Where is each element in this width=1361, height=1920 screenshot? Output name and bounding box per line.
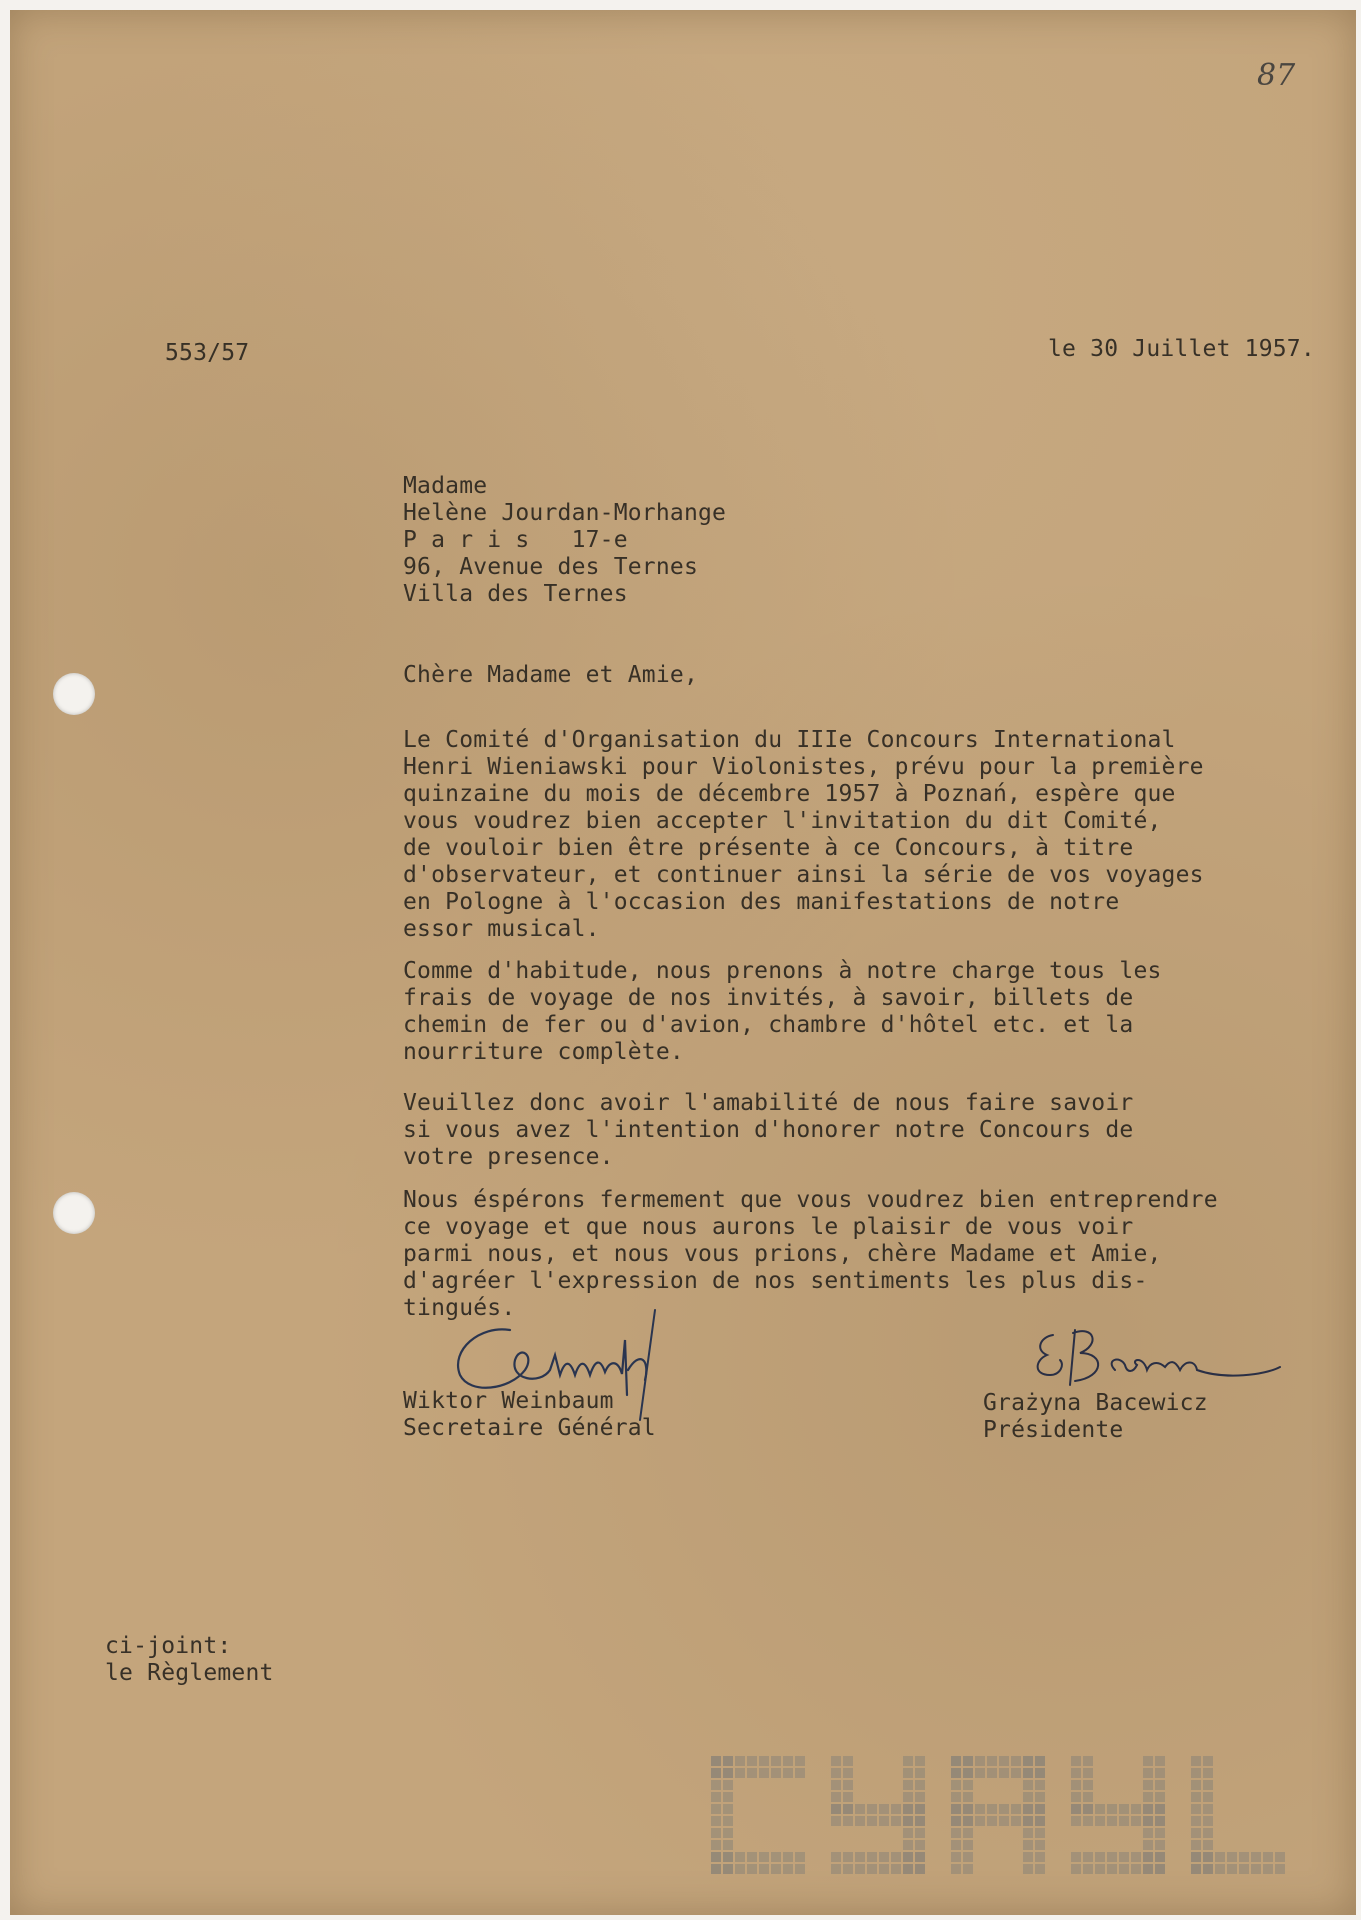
address-line: Madame [403,473,488,499]
right-signatory-title: Présidente [983,1417,1124,1443]
cyryl-watermark [710,1755,1330,1880]
body-line: tingués. [403,1295,516,1321]
address-line: Villa des Ternes [403,581,628,607]
body-line: vous voudrez bien accepter l'invitation du dit Comité, [403,808,1162,834]
left-signatory-name: Wiktor Weinbaum [403,1388,614,1414]
letter-sheet [10,10,1356,1915]
punch-hole-top [53,673,95,715]
salutation: Chère Madame et Amie, [403,662,698,688]
enclosure-label: ci-joint: [105,1633,232,1659]
body-line: quinzaine du mois de décembre 1957 à Poznań, espère que [403,781,1176,807]
body-line: d'observateur, et continuer ainsi la série de vos voyages [403,862,1204,888]
body-line: frais de voyage de nos invités, à savoir, billets de [403,985,1134,1011]
body-line: ce voyage et que nous aurons le plaisir de vous voir [403,1214,1134,1240]
enclosure-item: le Règlement [105,1660,274,1686]
body-line: nourriture complète. [403,1039,684,1065]
body-line: d'agréer l'expression de nos sentiments les plus dis- [403,1268,1148,1294]
body-line: Henri Wieniawski pour Violonistes, prévu pour la première [403,754,1204,780]
body-line: parmi nous, et nous vous prions, chère Madame et Amie, [403,1241,1162,1267]
page-number: 87 [1257,58,1296,93]
body-line: Nous éspérons fermement que vous voudrez bien entreprendre [403,1187,1218,1213]
left-signatory-title: Secretaire Général [403,1415,656,1441]
body-line: Comme d'habitude, nous prenons à notre charge tous les [403,958,1162,984]
address-line: Helène Jourdan-Morhange [403,500,727,526]
reference-number: 553/57 [165,340,250,366]
body-line: Le Comité d'Organisation du IIIe Concours International [403,727,1176,753]
body-line: chemin de fer ou d'avion, chambre d'hôtel etc. et la [403,1012,1134,1038]
body-line: en Pologne à l'occasion des manifestations de notre [403,889,1120,915]
right-signatory-name: Grażyna Bacewicz [983,1390,1208,1416]
letter-date: le 30 Juillet 1957. [1048,336,1315,362]
address-line: P a r i s 17-e [403,527,628,553]
body-line: si vous avez l'intention d'honorer notre Concours de [403,1117,1134,1143]
body-line: de vouloir bien être présente à ce Concours, à titre [403,835,1134,861]
punch-hole-bottom [53,1192,95,1234]
address-line: 96, Avenue des Ternes [403,554,698,580]
body-line: Veuillez donc avoir l'amabilité de nous faire savoir [403,1090,1134,1116]
body-line: essor musical. [403,916,600,942]
body-line: votre presence. [403,1144,614,1170]
